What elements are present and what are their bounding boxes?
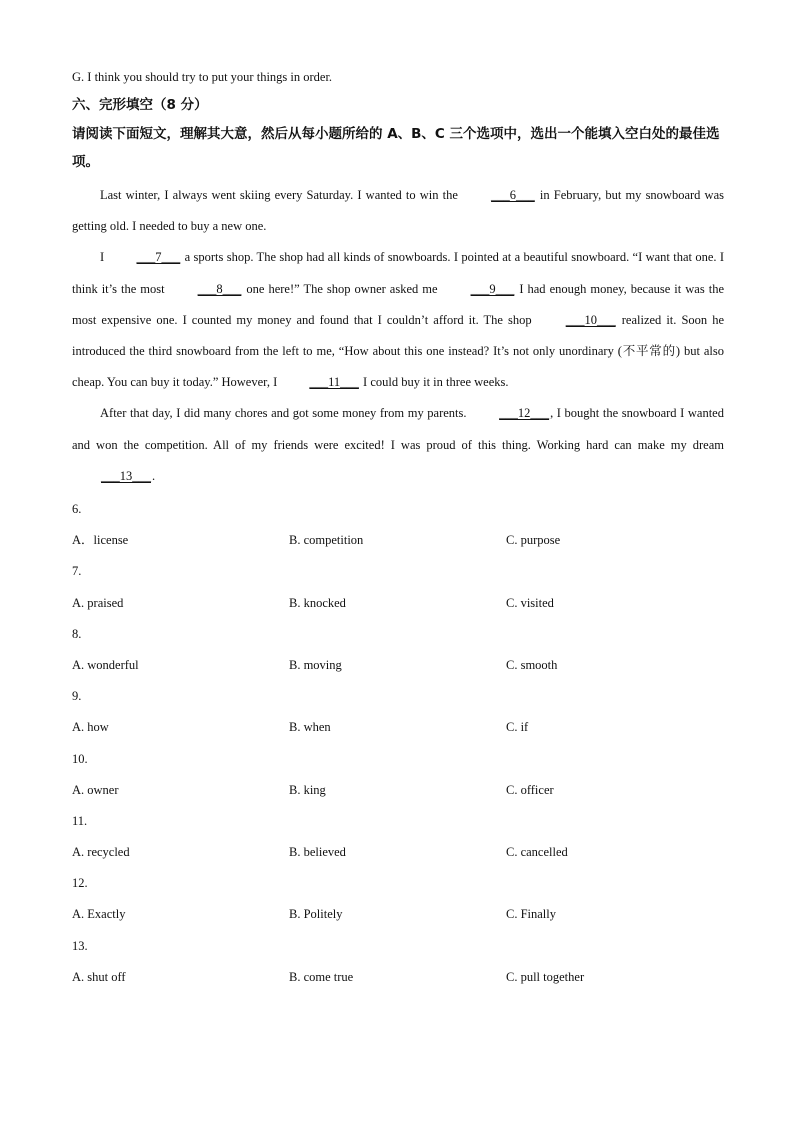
passage-text: . [152,468,156,483]
passage-paragraph-2 [72,242,724,398]
option-a[interactable]: A. Exactly [72,907,126,922]
passage-text: I [100,250,108,265]
option-a[interactable]: A．license [72,533,129,548]
question-7 [72,556,724,618]
question-number: 7. [72,564,82,579]
option-a[interactable]: A. wonderful [72,657,139,672]
option-b[interactable]: B. come true [289,969,354,984]
option-a[interactable]: A. how [72,720,109,735]
question-9 [72,681,724,743]
question-list [72,494,724,993]
passage-text: one here!” The shop owner asked me [242,281,442,296]
question-number: 9. [72,689,82,704]
section-instructions: 请阅读下面短文，理解其大意，然后从每小题所给的 A、B、C 三个选项中，选出一个能填入空白处的最佳选项。 [72,126,720,170]
question-options [72,837,724,868]
option-c[interactable]: C. pull together [506,969,585,984]
passage-text: , I bought the snowboard I wanted and won the competition. All of my friends were excited! I was proud of this thing. Working hard can make my dream [72,406,724,452]
question-number: 13. [72,938,88,953]
question-number: 8. [72,626,82,641]
cloze-passage [72,180,724,492]
option-c[interactable]: C. cancelled [506,845,568,860]
option-b[interactable]: B. competition [289,533,364,548]
passage-text: I had enough money, because it was the most expensive one. I counted my money and found that I couldn’t afford it. The shop [72,281,724,327]
blank-9: ___9___ [470,281,515,296]
question-options [72,712,724,743]
question-options [72,525,724,556]
question-13 [72,931,724,993]
question-6 [72,494,724,556]
question-11 [72,806,724,868]
question-options [72,588,724,619]
question-options [72,775,724,806]
option-c[interactable]: C. officer [506,782,554,797]
option-b[interactable]: B. Politely [289,907,343,922]
exam-page [72,64,724,993]
blank-10: ___10___ [565,312,616,327]
option-a[interactable]: A. recycled [72,845,130,860]
passage-text: in February, but my snowboard was getting old. I needed to buy a new one. [72,188,724,234]
option-c[interactable]: C. purpose [506,533,561,548]
option-c[interactable]: C. Finally [506,907,557,922]
option-a[interactable]: A. praised [72,595,124,610]
option-b[interactable]: B. king [289,782,326,797]
option-b[interactable]: B. believed [289,845,346,860]
question-10 [72,744,724,806]
question-number: 10. [72,751,88,766]
passage-text: Last winter, I always went skiing every Saturday. I wanted to win the [100,188,463,202]
question-number: 11. [72,813,88,828]
previous-option-g: G. I think you should try to put your things in order. [72,70,333,84]
option-b[interactable]: B. when [289,720,331,735]
option-c[interactable]: C. if [506,720,529,735]
option-a[interactable]: A. shut off [72,969,126,984]
blank-12: ___12___ [499,406,550,421]
option-b[interactable]: B. moving [289,657,342,672]
option-c[interactable]: C. smooth [506,657,558,672]
passage-text: realized it. Soon he introduced the third snowboard from the left to me, “How about this one instead? It’s not only unordinary (不平常的) but also cheap. You can buy it today.” However, I [72,312,724,390]
question-12 [72,868,724,930]
question-options [72,650,724,681]
blank-8: ___8___ [197,281,242,296]
blank-13: ___13___ [101,468,151,483]
passage-paragraph-1 [72,180,724,242]
question-number: 6. [72,502,82,517]
option-a[interactable]: A. owner [72,782,119,797]
question-8 [72,619,724,681]
question-number: 12. [72,876,88,891]
passage-paragraph-3 [72,398,724,492]
passage-text: After that day, I did many chores and got some money from my parents. [100,406,471,421]
option-b[interactable]: B. knocked [289,595,346,610]
blank-7: ___7___ [136,250,181,265]
question-options [72,962,724,993]
section-title: 六、完形填空（8 分） [72,97,208,113]
option-c[interactable]: C. visited [506,595,554,610]
question-options [72,899,724,930]
passage-text: I could buy it in three weeks. [359,375,509,390]
passage-text: a sports shop. The shop had all kinds of snowboards. I pointed at a beautiful snowboard. “I want that one. I think it’s the most [72,250,725,296]
blank-11: ___11___ [309,375,359,390]
blank-6: ___6___ [491,188,535,202]
